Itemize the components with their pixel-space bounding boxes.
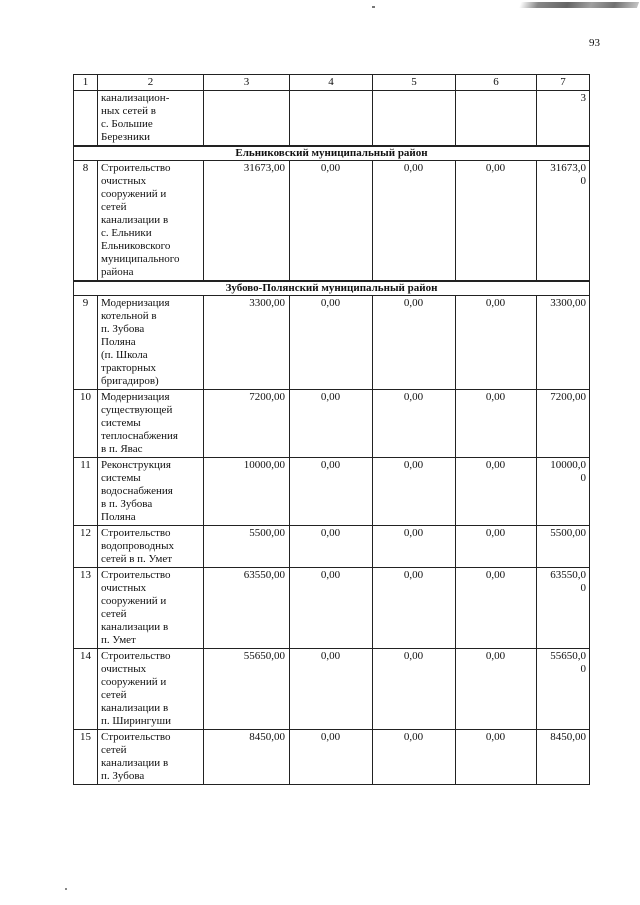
amount-col-4: 0,00	[290, 730, 373, 785]
amount-col-6: 0,00	[456, 730, 537, 785]
project-name: Строительство очистных сооружений и сетей канализации в с. Ельники Ельниковского муниципального района	[98, 161, 204, 282]
amount-col-5: 0,00	[373, 161, 456, 282]
amount-col-5: 0,00	[373, 730, 456, 785]
amount-col-7: 8450,00	[537, 730, 590, 785]
amount-col-4: 0,00	[290, 568, 373, 649]
table-row	[74, 458, 590, 526]
row-number: 9	[74, 296, 98, 390]
column-header: 7	[537, 75, 590, 91]
project-name: Реконструкция системы водоснабжения в п. Зубова Поляна	[98, 458, 204, 526]
row-number: 13	[74, 568, 98, 649]
project-name: Строительство водопроводных сетей в п. Умет	[98, 526, 204, 568]
amount-col-6: 0,00	[456, 568, 537, 649]
amount-col-4: 0,00	[290, 390, 373, 458]
amount-col-7: 10000,0 0	[537, 458, 590, 526]
amount-total: 5500,00	[204, 526, 290, 568]
section-title: Ельниковский муниципальный район	[74, 146, 590, 161]
amount-col-7: 3	[537, 91, 590, 147]
row-number: 8	[74, 161, 98, 282]
project-name: канализацион- ных сетей в с. Большие Березники	[98, 91, 204, 147]
amount-col-5: 0,00	[373, 296, 456, 390]
amount-col-7: 31673,0 0	[537, 161, 590, 282]
amount-col-6: 0,00	[456, 161, 537, 282]
amount-col-7: 55650,0 0	[537, 649, 590, 730]
amount-col-4	[290, 91, 373, 147]
amount-col-5: 0,00	[373, 526, 456, 568]
amount-col-7: 7200,00	[537, 390, 590, 458]
amount-col-7: 5500,00	[537, 526, 590, 568]
amount-col-4: 0,00	[290, 161, 373, 282]
column-header: 3	[204, 75, 290, 91]
row-number: 11	[74, 458, 98, 526]
amount-col-5: 0,00	[373, 568, 456, 649]
amount-col-4: 0,00	[290, 649, 373, 730]
amount-col-6: 0,00	[456, 296, 537, 390]
amount-col-7: 63550,0 0	[537, 568, 590, 649]
budget-table	[73, 74, 590, 785]
table-row	[74, 730, 590, 785]
table-row	[74, 568, 590, 649]
amount-col-6: 0,00	[456, 458, 537, 526]
amount-col-4: 0,00	[290, 458, 373, 526]
amount-col-4: 0,00	[290, 296, 373, 390]
table-row	[74, 390, 590, 458]
scan-artifact-dot	[65, 888, 67, 890]
amount-col-5: 0,00	[373, 649, 456, 730]
column-header: 5	[373, 75, 456, 91]
amount-total: 3300,00	[204, 296, 290, 390]
amount-col-6	[456, 91, 537, 147]
row-number: 12	[74, 526, 98, 568]
column-header: 1	[74, 75, 98, 91]
table-row	[74, 296, 590, 390]
scan-artifact-top	[372, 6, 375, 8]
project-name: Модернизация котельной в п. Зубова Поляна (п. Школа тракторных бригадиров)	[98, 296, 204, 390]
scan-artifact-corner	[519, 2, 639, 8]
amount-total	[204, 91, 290, 147]
amount-total: 8450,00	[204, 730, 290, 785]
amount-col-5: 0,00	[373, 390, 456, 458]
column-header: 2	[98, 75, 204, 91]
amount-col-5: 0,00	[373, 458, 456, 526]
amount-col-7: 3300,00	[537, 296, 590, 390]
section-header-row	[74, 146, 590, 161]
project-name: Модернизация существующей системы теплоснабжения в п. Явас	[98, 390, 204, 458]
amount-col-6: 0,00	[456, 390, 537, 458]
amount-total: 31673,00	[204, 161, 290, 282]
page-number: 93	[589, 37, 600, 49]
table-row	[74, 649, 590, 730]
amount-total: 7200,00	[204, 390, 290, 458]
amount-col-4: 0,00	[290, 526, 373, 568]
row-number: 10	[74, 390, 98, 458]
row-number: 15	[74, 730, 98, 785]
section-header-row	[74, 281, 590, 296]
amount-total: 63550,00	[204, 568, 290, 649]
row-number	[74, 91, 98, 147]
amount-total: 55650,00	[204, 649, 290, 730]
amount-col-6: 0,00	[456, 649, 537, 730]
column-header: 6	[456, 75, 537, 91]
amount-col-6: 0,00	[456, 526, 537, 568]
project-name: Строительство очистных сооружений и сетей канализации в п. Умет	[98, 568, 204, 649]
row-number: 14	[74, 649, 98, 730]
project-name: Строительство очистных сооружений и сетей канализации в п. Ширингуши	[98, 649, 204, 730]
section-title: Зубово-Полянский муниципальный район	[74, 281, 590, 296]
table-row	[74, 526, 590, 568]
table-row	[74, 91, 590, 147]
table-row	[74, 161, 590, 282]
amount-col-5	[373, 91, 456, 147]
column-header: 4	[290, 75, 373, 91]
amount-total: 10000,00	[204, 458, 290, 526]
table-header-row	[74, 75, 590, 91]
project-name: Строительство сетей канализации в п. Зубова	[98, 730, 204, 785]
